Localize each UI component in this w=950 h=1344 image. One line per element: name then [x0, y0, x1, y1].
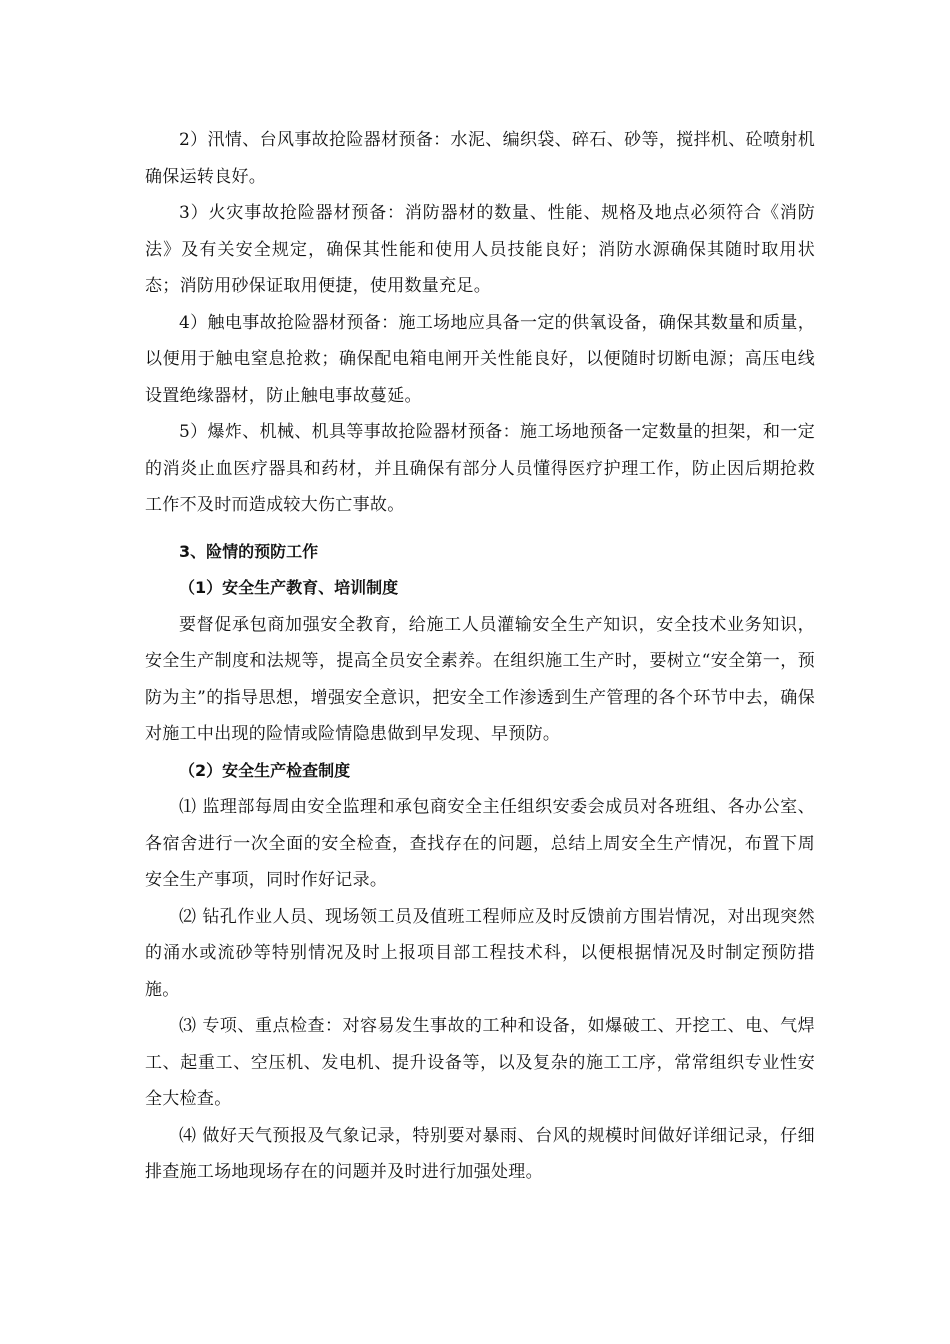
paragraph-explosion-equipment: 5）爆炸、机械、机具等事故抢险器材预备：施工场地预备一定数量的担架，和一定的消炎止血医疗器具和药材，并且确保有部分人员懂得医疗护理工作，防止因后期抢救工作不及时而造成较大伤亡事故。	[145, 422, 815, 515]
paragraph-education: 要督促承包商加强安全教育，给施工人员灌输安全生产知识，安全技术业务知识，安全生产制度和法规等，提高全员安全素养。在组织施工生产时，要树立“安全第一，预防为主”的指导思想，增强安全意识，把安全工作渗透到生产管理的各个环节中去，确保对施工中出现的险情或险情隐患做到早发现、早预防。	[145, 614, 815, 744]
paragraph-flood-equipment: 2）汛情、台风事故抢险器材预备：水泥、编织袋、碎石、砂等，搅拌机、砼喷射机确保运转良好。	[145, 130, 815, 187]
list-item-drilling-feedback: ⑵ 钻孔作业人员、现场领工员及值班工程师应及时反馈前方围岩情况，对出现突然的涌水或流砂等特别情况及时上报项目部工程技术科，以便根据情况及时制定预防措施。	[145, 906, 815, 1000]
document-page	[145, 122, 815, 1191]
section-title-prevention: 3、险情的预防工作	[179, 541, 319, 561]
paragraph-fire-equipment: 3）火灾事故抢险器材预备：消防器材的数量、性能、规格及地点必须符合《消防法》及有关安全规定，确保其性能和使用人员技能良好；消防水源确保其随时取用状态；消防用砂保证取用便捷，使用数量充足。	[145, 203, 815, 296]
paragraph-electric-equipment: 4）触电事故抢险器材预备：施工场地应具备一定的供氧设备，确保其数量和质量，以便用于触电窒息抢救；确保配电箱电闸开关性能良好，以便随时切断电源；高压电线设置绝缘器材，防止触电事故蔓延。	[145, 312, 815, 406]
subsection-title-education: （1）安全生产教育、培训制度	[179, 578, 399, 597]
spacer	[145, 524, 815, 534]
subsection-title-inspection: （2）安全生产检查制度	[179, 760, 351, 780]
list-item-special-inspection: ⑶ 专项、重点检查：对容易发生事故的工种和设备，如爆破工、开挖工、电、气焊工、起重工、空压机、发电机、提升设备等，以及复杂的施工工序，常常组织专业性安全大检查。	[145, 1016, 815, 1109]
list-item-weekly-inspection: ⑴ 监理部每周由安全监理和承包商安全主任组织安委会成员对各班组、各办公室、各宿舍进行一次全面的安全检查，查找存在的问题，总结上周安全生产情况，布置下周安全生产事项，同时作好记录。	[145, 797, 815, 890]
list-item-weather-record: ⑷ 做好天气预报及气象记录，特别要对暴雨、台风的规模时间做好详细记录，仔细排查施工场地现场存在的问题并及时进行加强处理。	[145, 1125, 815, 1182]
